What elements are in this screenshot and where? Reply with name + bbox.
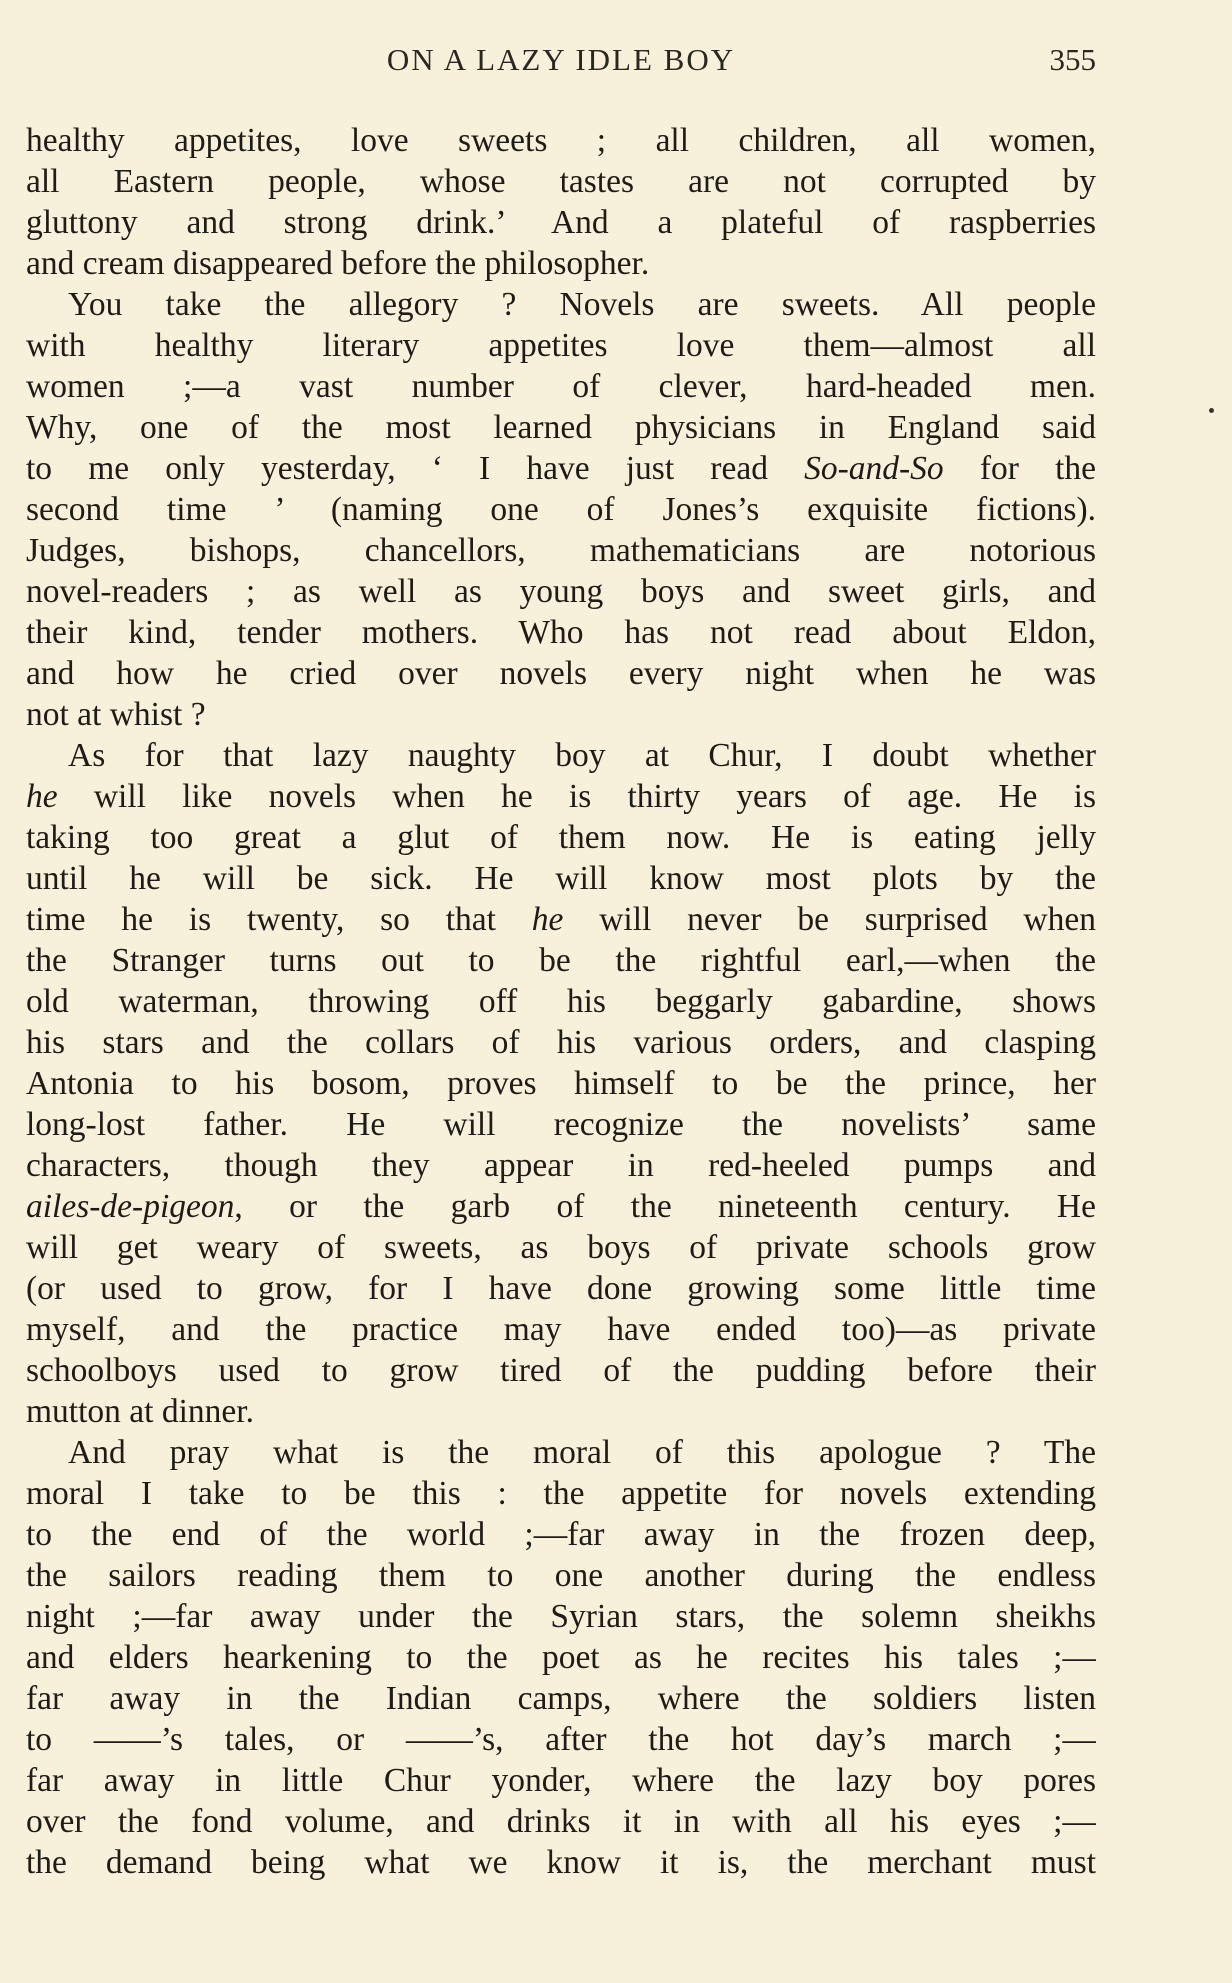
text-line: far away in little Chur yonder, where the lazy boy pores [26,1762,1096,1799]
text-line-with-italic: he will like novels when he is thirty years of age. He is [26,778,1096,815]
text-line: Antonia to his bosom, proves himself to be the prince, her [26,1065,1096,1102]
text-line: mutton at dinner. [26,1393,254,1430]
text-line: and cream disappeared before the philosopher. [26,245,650,282]
text-line: and elders hearkening to the poet as he recites his tales ;— [26,1639,1096,1676]
text-line: women ;—a vast number of clever, hard-headed men. [26,368,1096,405]
text-line: myself, and the practice may have ended too)—as private [26,1311,1096,1348]
text-line: moral I take to be this : the appetite for novels extending [26,1475,1096,1512]
text-line: Judges, bishops, chancellors, mathematicians are notorious [26,532,1096,569]
running-title: ON A LAZY IDLE BOY [386,42,736,77]
text-line: far away in the Indian camps, where the soldiers listen [26,1680,1096,1717]
text-line: and how he cried over novels every night when he was [26,655,1096,692]
text-line: all Eastern people, whose tastes are not corrupted by [26,163,1096,200]
text-line: his stars and the collars of his various orders, and clasping [26,1024,1096,1061]
text-line: characters, though they appear in red-heeled pumps and [26,1147,1096,1184]
text-line-with-italic: to me only yesterday, ‘ I have just read So-and-So for the [26,450,1096,487]
text-line: novel-readers ; as well as young boys and sweet girls, and [26,573,1096,610]
body-text [26,120,1096,1883]
text-line: the demand being what we know it is, the merchant must [26,1844,1096,1881]
paragraph-first-line: You take the allegory ? Novels are sweets. All people [68,286,1096,323]
text-line: to the end of the world ;—far away in the frozen deep, [26,1516,1096,1553]
text-line: healthy appetites, love sweets ; all children, all women, [26,122,1096,159]
text-line: will get weary of sweets, as boys of private schools grow [26,1229,1096,1266]
running-head [26,42,1096,88]
text-line: the Stranger turns out to be the rightful earl,—when the [26,942,1096,979]
text-line: long-lost father. He will recognize the novelists’ same [26,1106,1096,1143]
text-line: schoolboys used to grow tired of the pudding before their [26,1352,1096,1389]
text-line: until he will be sick. He will know most plots by the [26,860,1096,897]
text-line: over the fond volume, and drinks it in with all his eyes ;— [26,1803,1096,1840]
paragraph-first-line: As for that lazy naughty boy at Chur, I doubt whether [68,737,1096,774]
italic-word: he [531,901,564,938]
margin-speck [1209,408,1214,413]
text-line: old waterman, throwing off his beggarly gabardine, shows [26,983,1096,1020]
italic-phrase: ailes-de-pigeon [26,1188,235,1225]
italic-title: So-and-So [804,450,944,487]
text-line: (or used to grow, for I have done growing some little time [26,1270,1096,1307]
text-line: taking too great a glut of them now. He is eating jelly [26,819,1096,856]
paragraph-first-line: And pray what is the moral of this apologue ? The [68,1434,1096,1471]
page-number: 355 [1049,42,1096,77]
text-line: gluttony and strong drink.’ And a plateful of raspberries [26,204,1096,241]
text-line-with-italic: time he is twenty, so that he will never be surprised when [26,901,1096,938]
text-line: second time ’ (naming one of Jones’s exquisite fictions). [26,491,1096,528]
text-line: Why, one of the most learned physicians in England said [26,409,1096,446]
text-line: not at whist ? [26,696,206,733]
text-line: with healthy literary appetites love them—almost all [26,327,1096,364]
text-line: to ——’s tales, or ——’s, after the hot day’s march ;— [26,1721,1096,1758]
text-line-with-italic: ailes-de-pigeon, or the garb of the nineteenth century. He [26,1188,1096,1225]
text-line: their kind, tender mothers. Who has not read about Eldon, [26,614,1096,651]
italic-word: he [26,778,58,815]
text-line: night ;—far away under the Syrian stars, the solemn sheikhs [26,1598,1096,1635]
text-line: the sailors reading them to one another during the endless [26,1557,1096,1594]
